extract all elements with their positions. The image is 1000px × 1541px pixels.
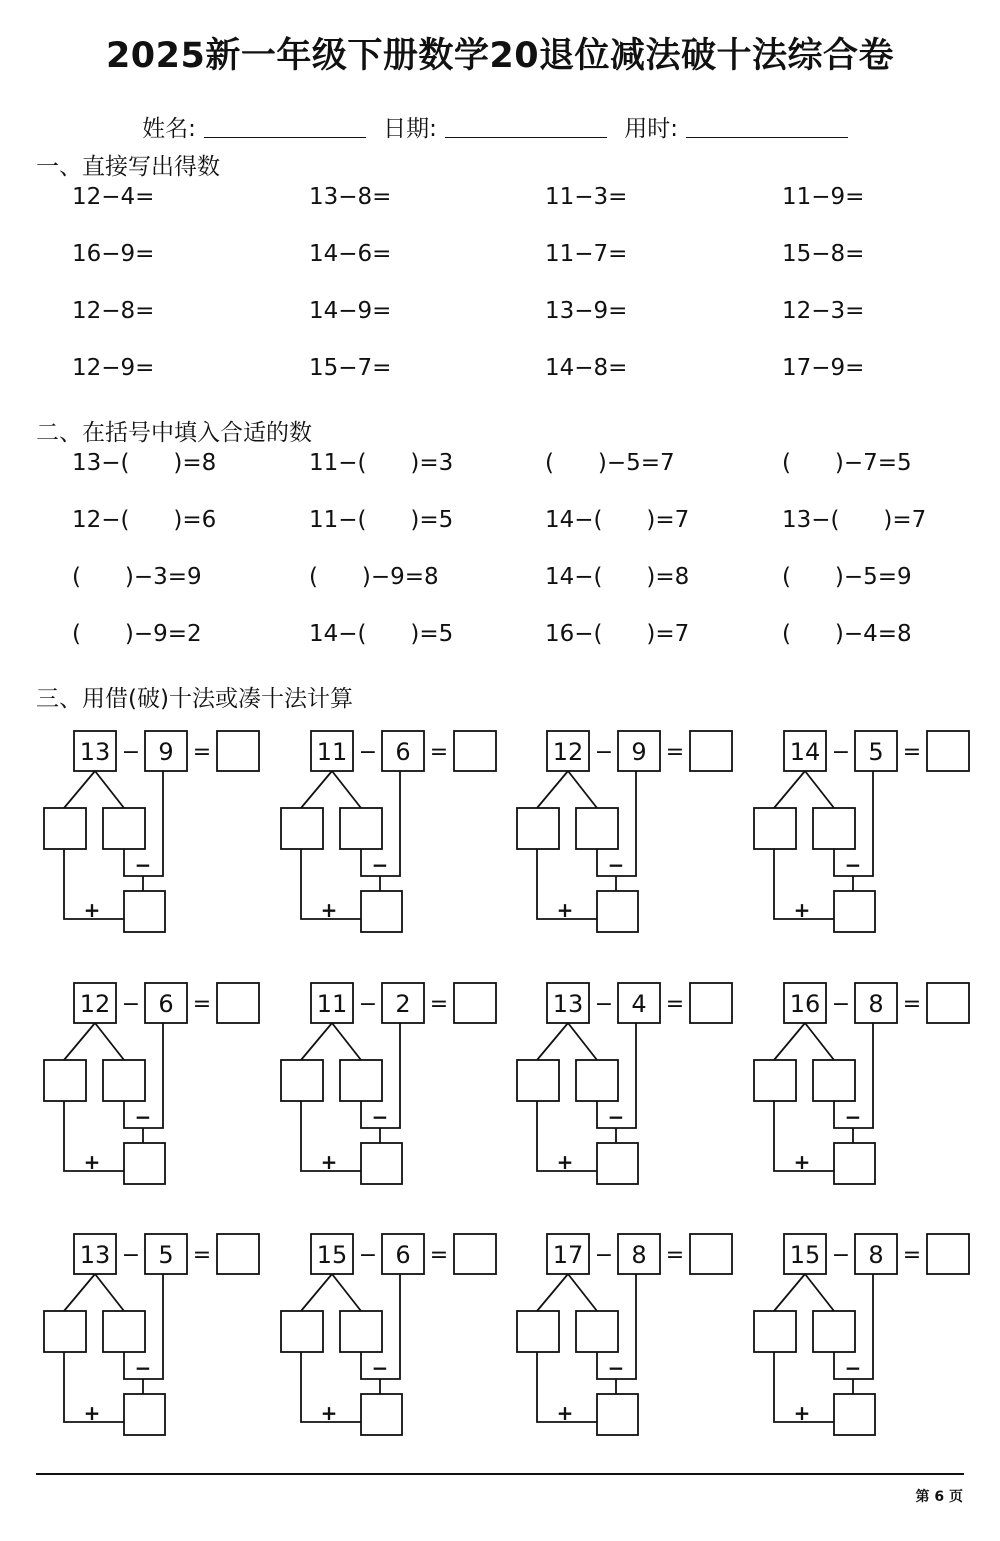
answer-box[interactable] xyxy=(927,1234,969,1274)
answer-box[interactable] xyxy=(454,983,496,1023)
split-box-right[interactable] xyxy=(103,808,145,849)
section1-equation: 14−9= xyxy=(309,298,392,324)
section1-equation: 11−3= xyxy=(545,184,628,210)
minus-sign: − xyxy=(358,740,378,765)
small-plus-sign: + xyxy=(83,1401,101,1425)
decomposition-problem xyxy=(42,980,282,1200)
branch-line-left xyxy=(301,1023,332,1060)
section1-equation: 13−9= xyxy=(545,298,628,324)
answer-box[interactable] xyxy=(454,1234,496,1274)
branch-line-left xyxy=(774,1274,805,1311)
minus-sign: − xyxy=(358,1243,378,1268)
split-box-right[interactable] xyxy=(813,808,855,849)
equals-sign: = xyxy=(192,992,212,1017)
decomposition-problem xyxy=(42,1231,282,1451)
section2-equation: ( )−9=8 xyxy=(309,564,439,590)
split-box-right[interactable] xyxy=(576,1311,618,1352)
equals-sign: = xyxy=(429,992,449,1017)
minus-sign: − xyxy=(594,1243,614,1268)
minus-sign: − xyxy=(121,1243,141,1268)
section2-equation: 11−( )=3 xyxy=(309,450,454,476)
subtrahend-value: 6 xyxy=(158,990,174,1018)
section2-equation: ( )−9=2 xyxy=(72,621,202,647)
section1-equation: 12−3= xyxy=(782,298,865,324)
section2-heading: 二、在括号中填入合适的数 xyxy=(36,420,312,446)
section1-equation: 16−9= xyxy=(72,241,155,267)
section3-heading: 三、用借(破)十法或凑十法计算 xyxy=(36,686,353,712)
time-label: 用时: xyxy=(624,116,678,142)
split-box-left[interactable] xyxy=(281,1060,323,1101)
page-number: 第 6 页 xyxy=(915,1489,963,1505)
small-minus-sign: − xyxy=(607,1356,625,1380)
minuend-value: 17 xyxy=(552,1241,584,1269)
small-minus-sign: − xyxy=(134,1356,152,1380)
branch-line-right xyxy=(332,1023,361,1060)
equals-sign: = xyxy=(665,740,685,765)
small-plus-sign: + xyxy=(556,1401,574,1425)
equals-sign: = xyxy=(902,740,922,765)
equals-sign: = xyxy=(902,1243,922,1268)
branch-line-right xyxy=(95,771,124,808)
subtrahend-value: 8 xyxy=(868,1241,884,1269)
split-box-left[interactable] xyxy=(754,808,796,849)
small-plus-sign: + xyxy=(556,1150,574,1174)
small-plus-sign: + xyxy=(320,898,338,922)
section1-equation: 14−6= xyxy=(309,241,392,267)
section2-equation: 11−( )=5 xyxy=(309,507,454,533)
result-box[interactable] xyxy=(597,891,638,932)
split-box-left[interactable] xyxy=(281,808,323,849)
subtrahend-value: 5 xyxy=(868,738,884,766)
subtrahend-value: 6 xyxy=(395,738,411,766)
split-box-right[interactable] xyxy=(813,1060,855,1101)
subtrahend-value: 6 xyxy=(395,1241,411,1269)
section1-equation: 15−7= xyxy=(309,355,392,381)
branch-line-left xyxy=(64,1274,95,1311)
split-box-right[interactable] xyxy=(103,1311,145,1352)
section2-equation: 14−( )=5 xyxy=(309,621,454,647)
date-blank[interactable] xyxy=(445,117,607,138)
equals-sign: = xyxy=(429,1243,449,1268)
branch-line-right xyxy=(805,771,834,808)
decomposition-problem xyxy=(515,728,755,948)
section2-equation: 14−( )=7 xyxy=(545,507,690,533)
equals-sign: = xyxy=(665,992,685,1017)
split-box-right[interactable] xyxy=(340,1311,382,1352)
minuend-value: 11 xyxy=(316,990,348,1018)
branch-line-left xyxy=(301,771,332,808)
section1-equation: 15−8= xyxy=(782,241,865,267)
subtrahend-value: 9 xyxy=(158,738,174,766)
branch-line-right xyxy=(568,1023,597,1060)
result-box[interactable] xyxy=(124,1394,165,1435)
minus-sign: − xyxy=(594,740,614,765)
answer-box[interactable] xyxy=(217,983,259,1023)
result-box[interactable] xyxy=(597,1394,638,1435)
name-label: 姓名: xyxy=(142,116,196,142)
branch-line-left xyxy=(537,1023,568,1060)
minuend-value: 15 xyxy=(316,1241,348,1269)
subtrahend-value: 2 xyxy=(395,990,411,1018)
answer-box[interactable] xyxy=(217,1234,259,1274)
small-plus-sign: + xyxy=(320,1401,338,1425)
decomposition-problem xyxy=(279,1231,519,1451)
small-minus-sign: − xyxy=(607,1105,625,1129)
split-box-left[interactable] xyxy=(517,1311,559,1352)
decomposition-problem xyxy=(279,980,519,1200)
branch-line-left xyxy=(774,771,805,808)
equals-sign: = xyxy=(429,740,449,765)
small-plus-sign: + xyxy=(83,898,101,922)
footer-divider xyxy=(36,1473,964,1475)
minus-sign: − xyxy=(358,992,378,1017)
minuend-value: 11 xyxy=(316,738,348,766)
section1-equation: 11−7= xyxy=(545,241,628,267)
split-box-left[interactable] xyxy=(754,1311,796,1352)
section2-equation: 13−( )=7 xyxy=(782,507,927,533)
minus-sign: − xyxy=(121,740,141,765)
result-box[interactable] xyxy=(834,1394,875,1435)
split-box-left[interactable] xyxy=(281,1311,323,1352)
answer-box[interactable] xyxy=(690,731,732,771)
minuend-value: 13 xyxy=(552,990,584,1018)
answer-box[interactable] xyxy=(217,731,259,771)
section1-equation: 12−8= xyxy=(72,298,155,324)
minuend-value: 16 xyxy=(789,990,821,1018)
branch-line-right xyxy=(95,1274,124,1311)
small-minus-sign: − xyxy=(844,1105,862,1129)
minuend-value: 14 xyxy=(789,738,821,766)
minus-sign: − xyxy=(831,740,851,765)
minuend-value: 12 xyxy=(79,990,111,1018)
branch-line-right xyxy=(568,1274,597,1311)
minuend-value: 15 xyxy=(789,1241,821,1269)
branch-line-right xyxy=(805,1274,834,1311)
result-box[interactable] xyxy=(597,1143,638,1184)
branch-line-right xyxy=(332,771,361,808)
branch-line-left xyxy=(301,1274,332,1311)
small-minus-sign: − xyxy=(134,1105,152,1129)
result-box[interactable] xyxy=(361,891,402,932)
minus-sign: − xyxy=(831,1243,851,1268)
page-title: 2025新一年级下册数学20退位减法破十法综合卷 xyxy=(105,36,895,76)
split-box-left[interactable] xyxy=(44,1060,86,1101)
small-minus-sign: − xyxy=(134,853,152,877)
result-box[interactable] xyxy=(361,1143,402,1184)
section2-equation: 13−( )=8 xyxy=(72,450,217,476)
answer-box[interactable] xyxy=(927,983,969,1023)
answer-box[interactable] xyxy=(454,731,496,771)
name-blank[interactable] xyxy=(204,117,366,138)
split-box-right[interactable] xyxy=(340,808,382,849)
minus-sign: − xyxy=(831,992,851,1017)
branch-line-left xyxy=(537,1274,568,1311)
minuend-value: 13 xyxy=(79,1241,111,1269)
info-line xyxy=(0,110,1000,143)
small-minus-sign: − xyxy=(607,853,625,877)
small-minus-sign: − xyxy=(844,1356,862,1380)
decomposition-problem xyxy=(515,1231,755,1451)
split-box-left[interactable] xyxy=(517,808,559,849)
subtrahend-value: 8 xyxy=(631,1241,647,1269)
minus-sign: − xyxy=(594,992,614,1017)
small-minus-sign: − xyxy=(371,853,389,877)
split-box-right[interactable] xyxy=(576,1060,618,1101)
decomposition-problem xyxy=(752,980,992,1200)
equals-sign: = xyxy=(902,992,922,1017)
branch-line-left xyxy=(774,1023,805,1060)
split-box-right[interactable] xyxy=(576,808,618,849)
section2-equation: 16−( )=7 xyxy=(545,621,690,647)
branch-line-left xyxy=(64,771,95,808)
decomposition-problem xyxy=(42,728,282,948)
branch-line-left xyxy=(64,1023,95,1060)
split-box-right[interactable] xyxy=(813,1311,855,1352)
answer-box[interactable] xyxy=(690,983,732,1023)
section1-equation: 12−9= xyxy=(72,355,155,381)
small-plus-sign: + xyxy=(793,1401,811,1425)
decomposition-problem xyxy=(515,980,755,1200)
section2-equation: ( )−3=9 xyxy=(72,564,202,590)
minuend-value: 12 xyxy=(552,738,584,766)
result-box[interactable] xyxy=(124,891,165,932)
small-plus-sign: + xyxy=(793,898,811,922)
result-box[interactable] xyxy=(124,1143,165,1184)
small-plus-sign: + xyxy=(793,1150,811,1174)
equals-sign: = xyxy=(192,740,212,765)
section2-equation: ( )−5=9 xyxy=(782,564,912,590)
time-blank[interactable] xyxy=(686,117,848,138)
small-plus-sign: + xyxy=(320,1150,338,1174)
branch-line-right xyxy=(332,1274,361,1311)
result-box[interactable] xyxy=(361,1394,402,1435)
date-label: 日期: xyxy=(383,116,437,142)
minus-sign: − xyxy=(121,992,141,1017)
section2-equation: ( )−4=8 xyxy=(782,621,912,647)
subtrahend-value: 8 xyxy=(868,990,884,1018)
result-box[interactable] xyxy=(834,1143,875,1184)
section1-equation: 14−8= xyxy=(545,355,628,381)
section1-equation: 13−8= xyxy=(309,184,392,210)
subtrahend-value: 5 xyxy=(158,1241,174,1269)
section1-equation: 17−9= xyxy=(782,355,865,381)
section2-equation: 14−( )=8 xyxy=(545,564,690,590)
branch-line-left xyxy=(537,771,568,808)
decomposition-problem xyxy=(752,1231,992,1451)
minuend-value: 13 xyxy=(79,738,111,766)
branch-line-right xyxy=(568,771,597,808)
section2-equation: ( )−5=7 xyxy=(545,450,675,476)
split-box-left[interactable] xyxy=(754,1060,796,1101)
split-box-right[interactable] xyxy=(340,1060,382,1101)
small-plus-sign: + xyxy=(83,1150,101,1174)
answer-box[interactable] xyxy=(927,731,969,771)
result-box[interactable] xyxy=(834,891,875,932)
equals-sign: = xyxy=(665,1243,685,1268)
decomposition-problem xyxy=(279,728,519,948)
branch-line-right xyxy=(95,1023,124,1060)
small-minus-sign: − xyxy=(844,853,862,877)
small-minus-sign: − xyxy=(371,1356,389,1380)
equals-sign: = xyxy=(192,1243,212,1268)
split-box-right[interactable] xyxy=(103,1060,145,1101)
small-minus-sign: − xyxy=(371,1105,389,1129)
section1-heading: 一、直接写出得数 xyxy=(36,154,220,180)
subtrahend-value: 9 xyxy=(631,738,647,766)
section2-equation: 12−( )=6 xyxy=(72,507,217,533)
branch-line-right xyxy=(805,1023,834,1060)
small-plus-sign: + xyxy=(556,898,574,922)
section1-equation: 12−4= xyxy=(72,184,155,210)
section2-equation: ( )−7=5 xyxy=(782,450,912,476)
split-box-left[interactable] xyxy=(44,808,86,849)
answer-box[interactable] xyxy=(690,1234,732,1274)
section1-equation: 11−9= xyxy=(782,184,865,210)
split-box-left[interactable] xyxy=(517,1060,559,1101)
split-box-left[interactable] xyxy=(44,1311,86,1352)
subtrahend-value: 4 xyxy=(631,990,647,1018)
decomposition-problem xyxy=(752,728,992,948)
